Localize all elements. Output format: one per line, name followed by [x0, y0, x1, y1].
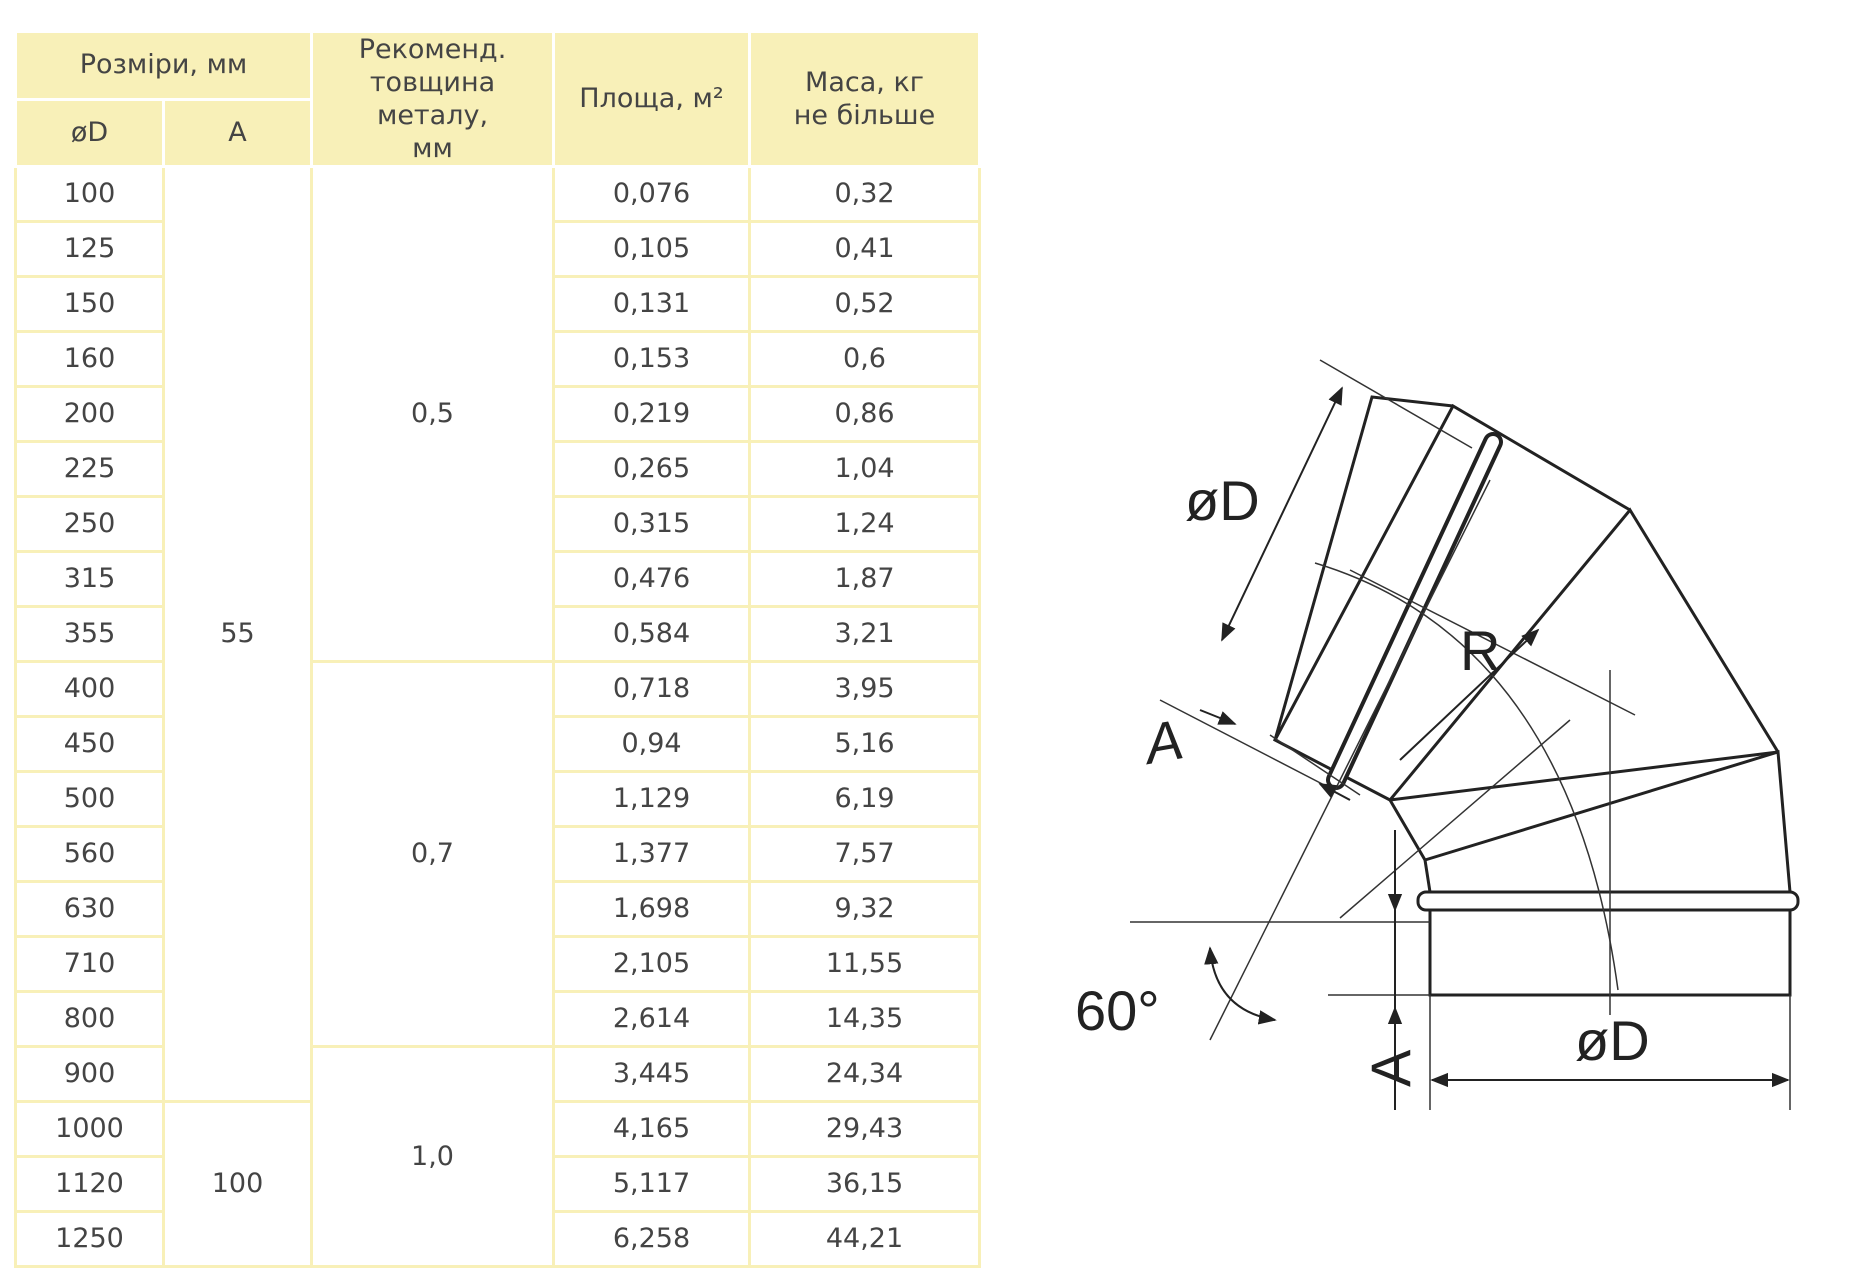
label-d-bottom: øD: [1575, 1009, 1650, 1072]
cell-area: 0,219: [554, 387, 750, 442]
cell-area: 4,165: [554, 1102, 750, 1157]
header-mass: [750, 32, 980, 167]
cell-mass: 1,04: [750, 442, 980, 497]
top-ring-inner: [1336, 442, 1493, 780]
cell-area: 0,718: [554, 662, 750, 717]
cell-area: 6,258: [554, 1212, 750, 1267]
cell-mass: 0,32: [750, 167, 980, 222]
table-row: [16, 1047, 980, 1102]
cell-area: 1,377: [554, 827, 750, 882]
cell-mass: 5,16: [750, 717, 980, 772]
cell-d: 100: [16, 167, 164, 222]
cell-mass: 9,32: [750, 882, 980, 937]
cell-area: 0,076: [554, 167, 750, 222]
cell-a: 55: [164, 167, 312, 1102]
cell-d: 630: [16, 882, 164, 937]
header-d: øD: [16, 99, 164, 167]
cell-mass: 14,35: [750, 992, 980, 1047]
cell-d: 1000: [16, 1102, 164, 1157]
cell-d: 710: [16, 937, 164, 992]
header-thickness: [312, 32, 554, 167]
cell-area: 1,698: [554, 882, 750, 937]
construction-line-3: [1210, 480, 1490, 1040]
spec-table: [14, 30, 981, 1268]
cell-d: 400: [16, 662, 164, 717]
cell-d: 560: [16, 827, 164, 882]
cell-area: 0,476: [554, 552, 750, 607]
cell-area: 1,129: [554, 772, 750, 827]
cell-d: 800: [16, 992, 164, 1047]
cell-d: 200: [16, 387, 164, 442]
cell-mass: 3,95: [750, 662, 980, 717]
cell-area: 5,117: [554, 1157, 750, 1212]
segment-4: [1275, 406, 1630, 800]
label-angle: 60°: [1075, 979, 1160, 1042]
cell-mass: 36,15: [750, 1157, 980, 1212]
cell-area: 0,584: [554, 607, 750, 662]
cell-thickness: 0,5: [312, 167, 554, 662]
cell-area: 3,445: [554, 1047, 750, 1102]
cell-mass: 6,19: [750, 772, 980, 827]
dim-angle: [1210, 948, 1275, 1020]
cell-area: 0,131: [554, 277, 750, 332]
cell-d: 315: [16, 552, 164, 607]
table-body: [16, 167, 980, 1267]
cell-mass: 7,57: [750, 827, 980, 882]
cell-mass: 24,34: [750, 1047, 980, 1102]
cell-thickness: 1,0: [312, 1047, 554, 1267]
cell-mass: 1,87: [750, 552, 980, 607]
header-thickness-line1: Рекоменд.: [358, 34, 507, 65]
cell-d: 225: [16, 442, 164, 497]
cell-area: 0,315: [554, 497, 750, 552]
elbow-drawing: [1050, 340, 1830, 1140]
cell-mass: 0,52: [750, 277, 980, 332]
cell-mass: 11,55: [750, 937, 980, 992]
construction-line-2: [1340, 720, 1570, 918]
header-thickness-line3: мм: [412, 133, 453, 164]
table-row: [16, 167, 980, 222]
cell-d: 500: [16, 772, 164, 827]
cell-mass: 0,41: [750, 222, 980, 277]
leader-top-2: [1160, 700, 1330, 788]
header-area: Площа, м²: [554, 32, 750, 167]
cell-area: 0,105: [554, 222, 750, 277]
cell-d: 160: [16, 332, 164, 387]
cell-area: 0,94: [554, 717, 750, 772]
dim-a-left-1: [1200, 710, 1235, 724]
label-a-left: A: [1139, 707, 1188, 776]
label-d-top: øD: [1185, 469, 1260, 532]
cell-mass: 1,24: [750, 497, 980, 552]
leader-top-1: [1320, 360, 1472, 448]
cell-thickness: 0,7: [312, 662, 554, 1047]
header-thickness-line2: товщина металу,: [369, 67, 496, 131]
header-sizes: Розміри, мм: [16, 32, 312, 100]
cell-mass: 29,43: [750, 1102, 980, 1157]
cell-d: 1120: [16, 1157, 164, 1212]
cell-d: 1250: [16, 1212, 164, 1267]
header-mass-line2: не більше: [793, 100, 936, 131]
header-a: A: [164, 99, 312, 167]
cell-area: 2,614: [554, 992, 750, 1047]
cell-d: 250: [16, 497, 164, 552]
cell-d: 450: [16, 717, 164, 772]
cell-area: 0,265: [554, 442, 750, 497]
cell-area: 0,153: [554, 332, 750, 387]
cell-mass: 44,21: [750, 1212, 980, 1267]
segment-2: [1390, 752, 1778, 860]
label-r: R: [1460, 619, 1501, 682]
cell-mass: 0,86: [750, 387, 980, 442]
cell-area: 2,105: [554, 937, 750, 992]
cell-d: 355: [16, 607, 164, 662]
cell-mass: 3,21: [750, 607, 980, 662]
cell-d: 150: [16, 277, 164, 332]
bottom-ring: [1418, 892, 1798, 910]
cell-d: 900: [16, 1047, 164, 1102]
cell-a: 100: [164, 1102, 312, 1267]
cell-mass: 0,6: [750, 332, 980, 387]
header-mass-line1: Маса, кг: [805, 67, 924, 98]
table-row: [16, 662, 980, 717]
cell-d: 125: [16, 222, 164, 277]
label-a-bottom: A: [1359, 1049, 1422, 1087]
